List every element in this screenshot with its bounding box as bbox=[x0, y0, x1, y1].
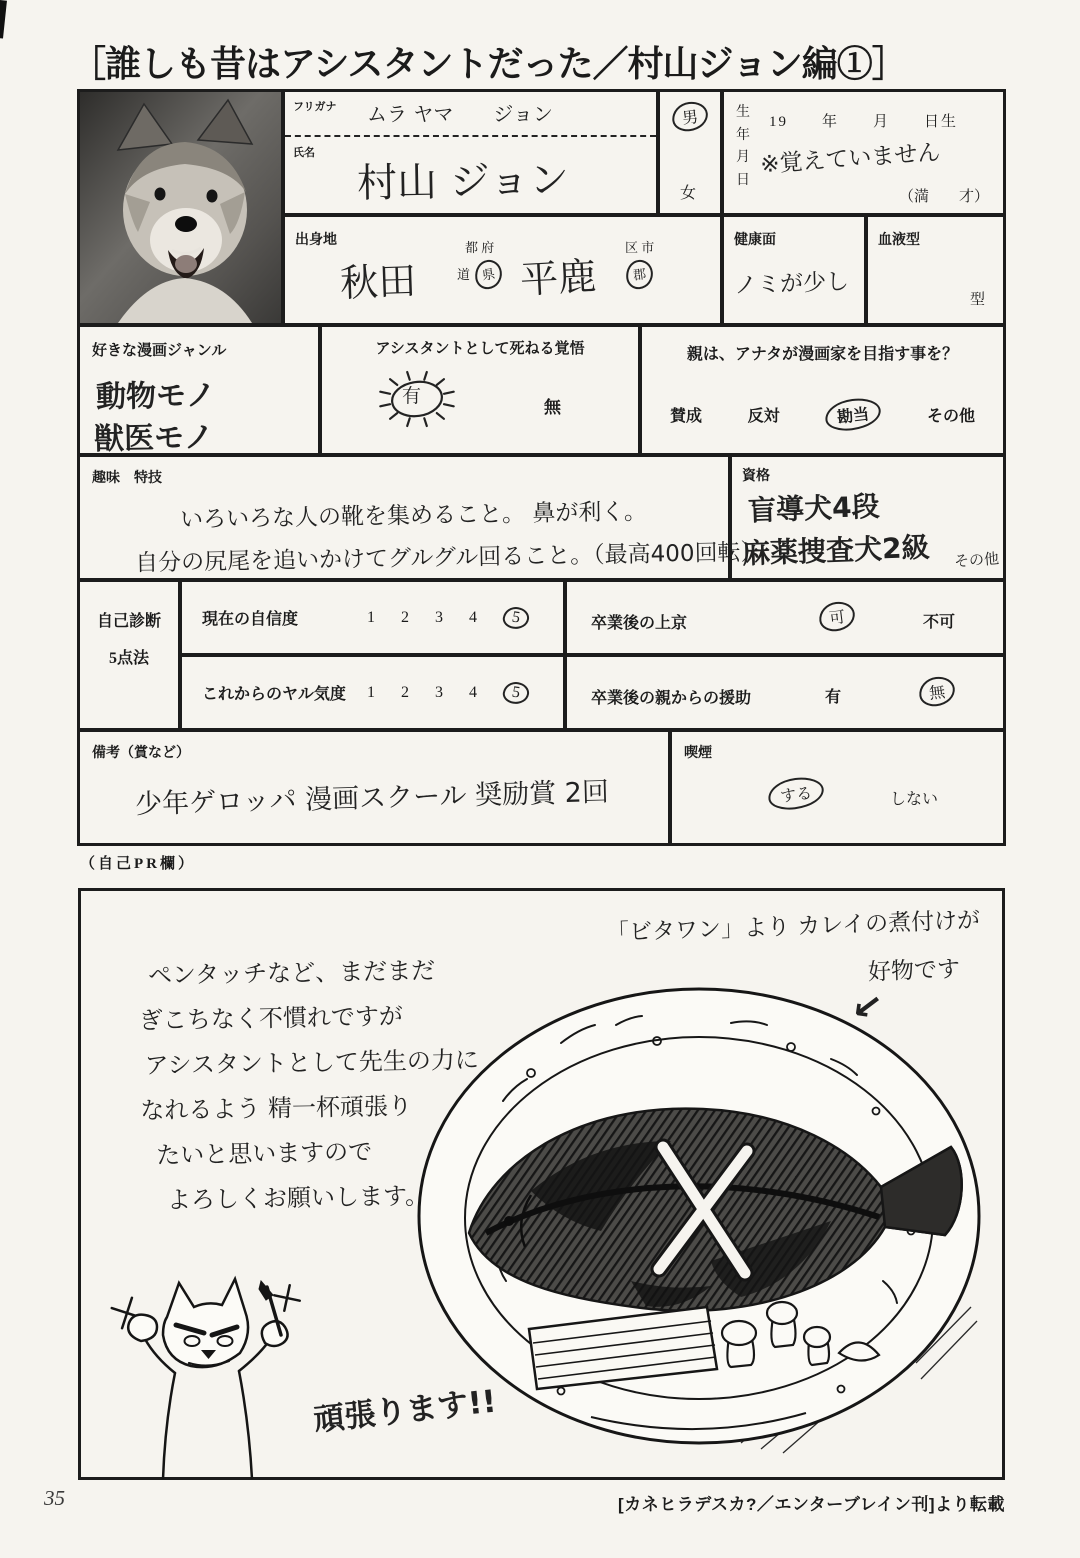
mascot-caption: 頑張ります!! bbox=[311, 1383, 499, 1439]
district-type-options bbox=[625, 235, 654, 290]
birthplace-prefecture-value: 秋田 bbox=[339, 258, 417, 306]
scale-5-selected: 5 bbox=[501, 605, 530, 631]
name-cell bbox=[283, 90, 658, 215]
parents-opinion-cell bbox=[640, 325, 1005, 455]
name-label: 氏名 bbox=[293, 147, 315, 159]
self-check-label-1: 自己診断 bbox=[96, 613, 161, 630]
birthdate-cell bbox=[722, 90, 1005, 215]
gender-male-selected: 男 bbox=[670, 100, 709, 133]
genre-value-2: 獣医モノ bbox=[93, 419, 215, 458]
favorite-genre-label: 好きな漫画ジャンル bbox=[92, 342, 227, 359]
shiba-dog-photo bbox=[80, 92, 281, 323]
scale-2: 2 bbox=[401, 683, 409, 701]
prefecture-type-options bbox=[457, 235, 502, 290]
page-number: 35 bbox=[44, 1486, 65, 1510]
hobby-line-1: いろいろな人の靴を集めること。 鼻が利く。 bbox=[179, 498, 648, 534]
parents-label: 親は、アナタが漫画家を目指す事を？ bbox=[686, 346, 959, 363]
smoking-label: 喫煙 bbox=[684, 746, 712, 761]
scan-artifact bbox=[0, 0, 7, 39]
pref-options-row1: 都 府 bbox=[465, 240, 495, 255]
parents-option-approve: 賛成 bbox=[670, 408, 703, 425]
scale-5-selected: 5 bbox=[501, 680, 530, 706]
resolve-yes-text: 有 bbox=[402, 385, 422, 407]
furigana-value: ムラ ヤマ ジョン bbox=[367, 102, 553, 126]
pr-text bbox=[111, 948, 482, 1224]
remarks-cell bbox=[78, 730, 670, 845]
reprint-credit: [カネヒラデスカ?／エンターブレイン刊]より転載 bbox=[618, 1495, 1005, 1514]
birthdate-label: 生年月日 bbox=[736, 105, 750, 189]
blood-type-suffix: 型 bbox=[969, 292, 985, 308]
applicant-photo bbox=[78, 90, 283, 325]
resolve-to-die-cell bbox=[320, 325, 640, 455]
pref-selected: 県 bbox=[474, 259, 504, 291]
pr-note-line-2: 好物です bbox=[867, 956, 961, 986]
birthdate-age: （満 才） bbox=[898, 189, 989, 205]
scale-3: 3 bbox=[435, 683, 443, 701]
smoking-cell bbox=[670, 730, 1005, 845]
health-label: 健康面 bbox=[734, 233, 776, 248]
parents-option-oppose: 反対 bbox=[747, 408, 780, 425]
resolve-yes-selected bbox=[374, 367, 466, 437]
scale-1: 1 bbox=[367, 608, 375, 626]
support-label: 卒業後の親からの援助 bbox=[591, 690, 752, 707]
name-value: 村山 ジョン bbox=[356, 157, 570, 207]
scale-4: 4 bbox=[469, 683, 477, 701]
scale-3: 3 bbox=[435, 608, 443, 626]
parental-support-row bbox=[565, 655, 1005, 730]
move-to-tokyo-row bbox=[565, 580, 1005, 655]
health-cell bbox=[722, 215, 866, 325]
tokyo-ok-selected: 可 bbox=[817, 600, 856, 633]
cheering-animal-mascot-drawing bbox=[89, 1273, 334, 1479]
district-options-row1: 区 市 bbox=[625, 240, 655, 255]
furigana-label: フリガナ bbox=[293, 101, 337, 113]
blood-type-cell bbox=[866, 215, 1005, 325]
self-check-header-cell bbox=[78, 580, 180, 730]
birthplace-cell bbox=[283, 215, 722, 325]
resolve-label: アシスタントとして死ねる覚悟 bbox=[375, 340, 585, 357]
hobby-label: 趣味 特技 bbox=[92, 469, 162, 485]
birthdate-line: 19 年 月 日生 bbox=[769, 114, 959, 130]
pref-options-row2: 道 bbox=[457, 267, 471, 283]
support-yes: 有 bbox=[825, 689, 842, 706]
parents-option-other: その他 bbox=[926, 408, 975, 425]
birthplace-city-value: 平鹿 bbox=[519, 254, 598, 302]
down-left-arrow-icon: ↙ bbox=[849, 985, 885, 1030]
pr-text-line: なれるよう 精一杯頑張り bbox=[140, 1091, 413, 1125]
smoking-yes-selected: する bbox=[766, 775, 825, 813]
resolve-no: 無 bbox=[544, 398, 561, 417]
scale-2: 2 bbox=[401, 608, 409, 626]
pr-text-line: ペンタッチなど、まだまだ bbox=[147, 956, 436, 990]
parents-option-disown-selected: 勘当 bbox=[824, 396, 883, 434]
qualification-label: 資格 bbox=[742, 469, 770, 484]
confidence-row bbox=[180, 580, 565, 655]
qualification-cell bbox=[730, 455, 1005, 580]
self-check-label-2: 5点法 bbox=[108, 650, 149, 667]
smoking-no: しない bbox=[890, 791, 939, 808]
favorite-genre-cell bbox=[78, 325, 320, 458]
tokyo-label: 卒業後の上京 bbox=[591, 615, 688, 632]
pr-text-line: アシスタントとして先生の力に bbox=[144, 1045, 480, 1080]
pr-section-label: （自己PR欄） bbox=[80, 856, 196, 872]
support-no-selected: 無 bbox=[917, 675, 956, 708]
pr-text-line: たいと思いますので bbox=[155, 1137, 373, 1170]
hobby-line-2: 自分の尻尾を追いかけてグルグル回ること。（最高400回転） bbox=[134, 539, 764, 577]
district-selected: 郡 bbox=[624, 259, 654, 291]
scale-4: 4 bbox=[469, 608, 477, 626]
gender-female: 女 bbox=[680, 185, 697, 202]
blood-type-label: 血液型 bbox=[878, 233, 920, 248]
gender-cell bbox=[658, 90, 722, 215]
qualification-line-1: 盲導犬4段 bbox=[747, 489, 881, 528]
motivation-label: これからのヤル気度 bbox=[202, 686, 346, 703]
health-value: ノミが少し bbox=[733, 268, 850, 299]
remarks-value: 少年ゲロッパ 漫画スクール 奨励賞 2回 bbox=[134, 776, 610, 821]
birthdate-value: ※覚えていません bbox=[759, 139, 942, 179]
confidence-label: 現在の自信度 bbox=[202, 611, 299, 628]
motivation-row bbox=[180, 655, 565, 730]
qualification-note: その他 bbox=[953, 549, 1000, 571]
scale-1: 1 bbox=[367, 683, 375, 701]
pr-note-line-1: 「ビタワン」より カレイの煮付けが bbox=[605, 907, 981, 947]
qualification-line-2: 麻薬捜査犬2級 bbox=[741, 530, 931, 571]
pr-text-line: よろしくお願いします。 bbox=[166, 1181, 430, 1215]
pr-box bbox=[78, 888, 1005, 1480]
remarks-label: 備考（賞など） bbox=[92, 744, 190, 760]
page-title: ［誰しも昔はアシスタントだった／村山ジョン編①］ bbox=[70, 43, 907, 84]
tokyo-ng: 不可 bbox=[923, 614, 956, 631]
pr-text-line: ぎこちなく不慣れですが bbox=[138, 1002, 404, 1035]
simmered-flounder-plate-drawing bbox=[411, 981, 996, 1459]
birthplace-label: 出身地 bbox=[295, 233, 337, 248]
genre-value-1: 動物モノ bbox=[95, 377, 217, 416]
